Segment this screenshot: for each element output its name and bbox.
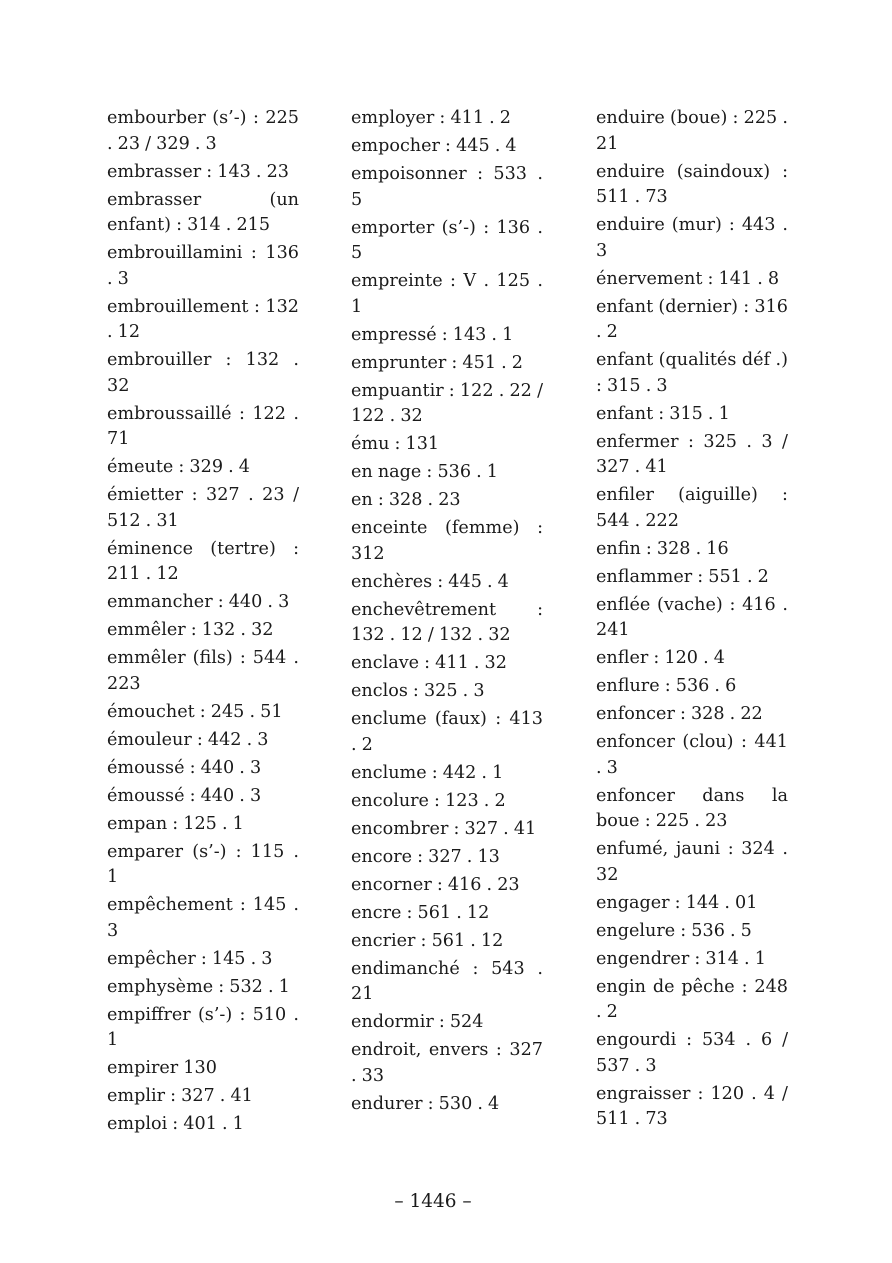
index-entry: emmêler : 132 . 32 <box>107 620 274 640</box>
index-entry: emploi : 401 . 1 <box>107 1114 244 1134</box>
index-entry: enfin : 328 . 16 <box>596 538 729 559</box>
index-entry: endroit, envers : 327 . 33 <box>351 1040 543 1086</box>
index-entry: empirer 130 <box>107 1058 217 1078</box>
index-entry: encolure : 123 . 2 <box>351 790 506 811</box>
index-entry: embrouillement : 132 . 12 <box>107 296 299 342</box>
index-entry: enfant (dernier) : 316 . 2 <box>596 296 788 342</box>
index-column-2 <box>351 106 543 1120</box>
index-entry: engourdi : 534 . 6 / 537 . 3 <box>596 1030 788 1076</box>
index-entry: encore : 327 . 13 <box>351 846 500 867</box>
index-entry: enfumé, jauni : 324 . 32 <box>596 839 788 885</box>
index-entry: embrouillamini : 136 . 3 <box>107 243 299 289</box>
index-entry: enduire (saindoux) : 511 . 73 <box>596 161 788 207</box>
index-entry: enceinte (femme) : 312 <box>351 518 543 564</box>
index-entry: encorner : 416 . 23 <box>351 874 520 895</box>
index-entry: emporter (s’-) : 136 . 5 <box>351 217 543 263</box>
index-entry: enclume (faux) : 413 . 2 <box>351 709 543 755</box>
index-entry: empocher : 445 . 4 <box>351 136 517 156</box>
index-entry: emmêler (fils) : 544 . 223 <box>107 648 299 694</box>
index-entry: embrasser (un enfant) : 314 . 215 <box>107 189 299 235</box>
index-entry: endurer : 530 . 4 <box>351 1093 500 1114</box>
index-entry: embourber (s’-) : 225 . 23 / 329 . 3 <box>107 108 299 154</box>
index-entry: emplir : 327 . 41 <box>107 1086 253 1106</box>
index-entry: éminence (tertre) : 211 . 12 <box>107 538 299 584</box>
index-entry: emmancher : 440 . 3 <box>107 592 290 612</box>
index-entry: émoussé : 440 . 3 <box>107 757 262 778</box>
index-entry: empreinte : V . 125 . 1 <box>351 271 543 317</box>
index-entry: en nage : 536 . 1 <box>351 462 498 482</box>
index-entry: endormir : 524 <box>351 1012 484 1032</box>
index-entry: enfant : 315 . 1 <box>596 403 730 424</box>
page-number: – 1446 – <box>394 1191 472 1212</box>
index-entry: enclos : 325 . 3 <box>351 681 485 701</box>
index-entry: engendrer : 314 . 1 <box>596 948 766 969</box>
index-entry: engager : 144 . 01 <box>596 892 758 913</box>
index-entry: enduire (boue) : 225 . 21 <box>596 108 788 154</box>
index-entry: énervement : 141 . 8 <box>596 268 780 289</box>
index-entry: enclume : 442 . 1 <box>351 762 504 783</box>
index-entry: enfler : 120 . 4 <box>596 648 725 668</box>
index-entry: engin de pêche : 248 . 2 <box>596 976 788 1022</box>
index-entry: enfoncer (clou) : 441 . 3 <box>596 732 788 778</box>
index-entry: encrier : 561 . 12 <box>351 930 504 951</box>
index-entry: empêchement : 145 . 3 <box>107 895 299 941</box>
index-entry: empêcher : 145 . 3 <box>107 948 273 969</box>
index-entry: enflure : 536 . 6 <box>596 676 737 696</box>
index-entry: enfoncer : 328 . 22 <box>596 704 763 724</box>
index-entry: enfoncer dans la boue : 225 . 23 <box>596 785 788 831</box>
index-entry: enduire (mur) : 443 . 3 <box>596 215 788 261</box>
index-entry: émoussé : 440 . 3 <box>107 785 262 806</box>
index-entry: empressé : 143 . 1 <box>351 324 514 345</box>
index-entry: empan : 125 . 1 <box>107 813 244 834</box>
index-entry: en : 328 . 23 <box>351 490 461 510</box>
index-entry: embrouiller : 132 . 32 <box>107 350 299 396</box>
index-entry: encre : 561 . 12 <box>351 902 490 923</box>
index-entry: enfermer : 325 . 3 / 327 . 41 <box>596 431 788 477</box>
index-entry: enchevêtrement : 132 . 12 / 132 . 32 <box>351 599 543 645</box>
index-entry: emphysème : 532 . 1 <box>107 976 290 997</box>
index-entry: encombrer : 327 . 41 <box>351 818 537 839</box>
index-entry: engraisser : 120 . 4 / 511 . 73 <box>596 1083 788 1129</box>
index-entry: empoisonner : 533 . 5 <box>351 164 543 210</box>
index-entry: emparer (s’-) : 115 . 1 <box>107 841 299 887</box>
index-entry: enflée (vache) : 416 . 241 <box>596 594 788 640</box>
index-entry: enchères : 445 . 4 <box>351 571 509 592</box>
index-entry: endimanché : 543 . 21 <box>351 958 543 1004</box>
index-entry: enfant (qualités déf .) : 315 . 3 <box>596 350 788 396</box>
index-entry: embroussaillé : 122 . 71 <box>107 403 299 449</box>
index-entry: employer : 411 . 2 <box>351 108 512 128</box>
index-entry: empuantir : 122 . 22 / 122 . 32 <box>351 380 543 426</box>
index-entry: enflammer : 551 . 2 <box>596 566 769 587</box>
index-entry: émouleur : 442 . 3 <box>107 729 269 750</box>
index-entry: embrasser : 143 . 23 <box>107 161 289 182</box>
index-column-3 <box>596 106 788 1135</box>
index-entry: empiffrer (s’-) : 510 . 1 <box>107 1004 299 1050</box>
index-entry: enfiler (aiguille) : 544 . 222 <box>596 485 788 531</box>
index-entry: émietter : 327 . 23 / 512 . 31 <box>107 485 299 531</box>
index-entry: émeute : 329 . 4 <box>107 457 250 477</box>
index-entry: émouchet : 245 . 51 <box>107 701 283 722</box>
index-entry: enclave : 411 . 32 <box>351 653 507 673</box>
index-entry: emprunter : 451 . 2 <box>351 352 523 373</box>
index-entry: engelure : 536 . 5 <box>596 920 752 941</box>
index-entry: ému : 131 <box>351 434 440 454</box>
index-column-1 <box>107 106 299 1140</box>
